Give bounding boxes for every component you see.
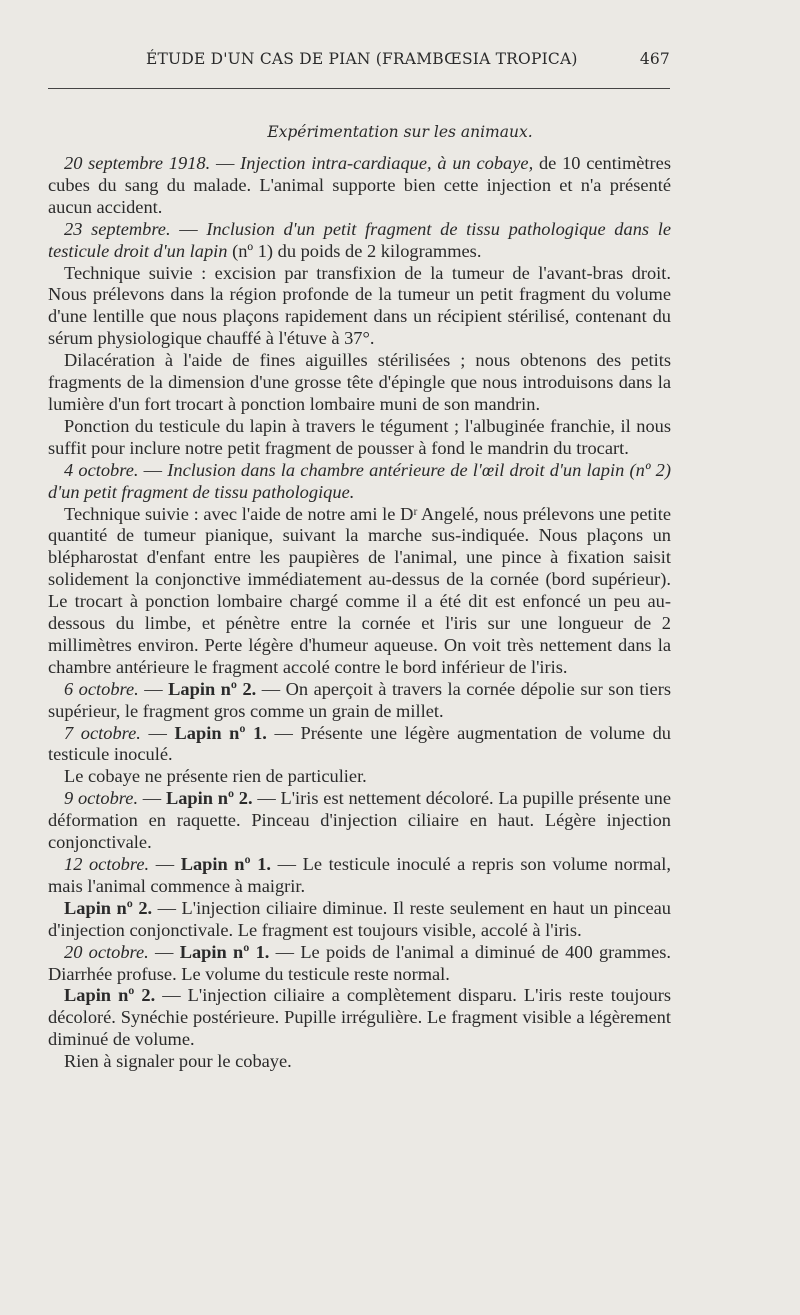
paragraph-text: Technique suivie : excision par transfixion de la tumeur de l'avant-bras droit. Nous prélevons dans la région profonde de la tumeur un petit fragment du volume d'une lentille que nous plaçons rapidement dans un récipient stérilisé, contenant du sérum physiologique chauffé à l'étuve à 37°. (48, 262, 671, 349)
animal-label: Lapin nº 1. (179, 941, 270, 962)
paragraph-text: — Le testicule inoculé a repris son volume normal, mais l'animal commence à maigrir. (48, 854, 671, 896)
paragraph-text: — On aperçoit à travers la cornée dépolie sur son tiers supérieur, le fragment gros comme un grain de millet. (48, 678, 671, 721)
paragraph-text: Le cobaye ne présente rien de particulier. (64, 766, 367, 787)
dash-separator: — (170, 218, 207, 239)
entry-date: 20 octobre. (64, 941, 149, 962)
paragraph-text: Ponction du testicule du lapin à travers le tégument ; l'albuginée franchie, il nous suffit pour inclure notre petit fragment de pousser à fond le mandrin du trocart. (48, 415, 671, 458)
animal-label: Lapin nº 2. (168, 678, 257, 699)
paragraph (48, 942, 671, 986)
entry-date: 4 octobre. (64, 459, 139, 480)
paragraph-text: — L'injection ciliaire a complètement disparu. L'iris reste toujours décoloré. Synéchie postérieure. Pupille irrégulière. Le fragment visible a légèrement diminué de volume. (48, 985, 671, 1050)
paragraph (48, 504, 671, 679)
paragraph-text: — Présente une légère augmentation de volume du testicule inoculé. (48, 722, 671, 765)
paragraph (48, 153, 671, 219)
paragraph-text: Technique suivie : avec l'aide de notre ami le Dʳ Angelé, nous prélevons une petite quantité de tumeur pianique, suivant la marche sus-indiquée. Nous plaçons un blépharostat d'enfant entre les paupières de l'animal, une pince à fixation saisit solidement la conjonctive immédiatement au-dessus de la cornée (bord supérieur). Le trocart à ponction lombaire chargé comme il a été dit est enfoncé un peu au-dessous du limbe, et pénètre entre la cornée et l'iris sur une longueur de 2 millimètres environ. Perte légère d'humeur aqueuse. On voit très nettement dans la chambre antérieure le fragment accolé contre le bord inférieur de l'iris. (48, 503, 671, 677)
paragraph-text: Dilacération à l'aide de fines aiguilles stérilisées ; nous obtenons des petits fragments de la dimension d'une grosse tête d'épingle que nous introduisons dans la lumière d'un fort trocart à ponction lombaire muni de son mandrin. (48, 350, 671, 414)
paragraph (48, 1051, 671, 1073)
entry-heading: Inclusion dans la chambre antérieure de l'œil droit d'un lapin (nº 2) d'un petit fragment de tissu pathologique. (48, 459, 671, 502)
dash-separator: — (138, 459, 168, 480)
paragraph (48, 723, 671, 767)
animal-label: Lapin nº 1. (174, 722, 267, 743)
entry-heading: Inclusion d'un petit fragment de tissu pathologique dans le testicule droit d'un lapin (48, 218, 671, 261)
entry-date: 20 septembre 1918. (64, 153, 211, 173)
section-title: Expérimentation sur les animaux. (267, 123, 533, 141)
paragraph (48, 788, 671, 854)
paragraph (48, 416, 671, 460)
paragraph (48, 460, 671, 504)
entry-date: 23 septembre. (64, 218, 171, 239)
dash-separator: — (138, 678, 169, 699)
paragraph (48, 985, 671, 1051)
animal-label: Lapin nº 2. (165, 788, 253, 809)
paragraph-text: — L'iris est nettement décoloré. La pupille présente une déformation en raquette. Pinceau d'injection ciliaire en haut. Légère injection conjonctivale. (48, 788, 671, 853)
animal-label: Lapin nº 2. (64, 897, 153, 918)
paragraph (48, 263, 671, 351)
body-text (48, 153, 671, 1073)
paragraph-text: — L'injection ciliaire diminue. Il reste seulement en haut un pinceau d'injection conjonctivale. Le fragment est toujours visible, accolé à l'iris. (48, 897, 671, 940)
entry-heading: Injection intra-cardiaque, à un cobaye, (240, 153, 534, 173)
running-title: ÉTUDE D'UN CAS DE PIAN (FRAMBŒSIA TROPICA) (146, 50, 578, 68)
paragraph-text: — Le poids de l'animal a diminué de 400 grammes. Diarrhée profuse. Le volume du testicule reste normal. (48, 941, 671, 984)
entry-date: 7 octobre. (64, 722, 141, 743)
paragraph (48, 350, 671, 416)
page-number: 467 (639, 50, 670, 68)
paragraph-text: de 10 centimètres cubes du sang du malade. L'animal supporte bien cette injection et n'a présenté aucun accident. (48, 153, 671, 217)
entry-date: 12 octobre. (64, 854, 150, 874)
animal-label: Lapin nº 2. (64, 985, 156, 1006)
paragraph (48, 766, 671, 788)
dash-separator: — (148, 941, 180, 962)
dash-separator: — (210, 153, 241, 173)
animal-label: Lapin nº 1. (180, 854, 271, 874)
paragraph-text: Rien à signaler pour le cobaye. (64, 1051, 292, 1072)
paragraph (48, 679, 671, 723)
header-rule (48, 88, 670, 89)
dash-separator: — (138, 788, 166, 809)
paragraph (48, 854, 671, 898)
dash-separator: — (140, 722, 175, 743)
paragraph (48, 898, 671, 942)
entry-date: 9 octobre. (64, 788, 139, 809)
dash-separator: — (149, 854, 181, 874)
paragraph-text: (nº 1) du poids de 2 kilogrammes. (227, 240, 482, 261)
entry-date: 6 octobre. (64, 678, 139, 699)
paragraph (48, 219, 671, 263)
